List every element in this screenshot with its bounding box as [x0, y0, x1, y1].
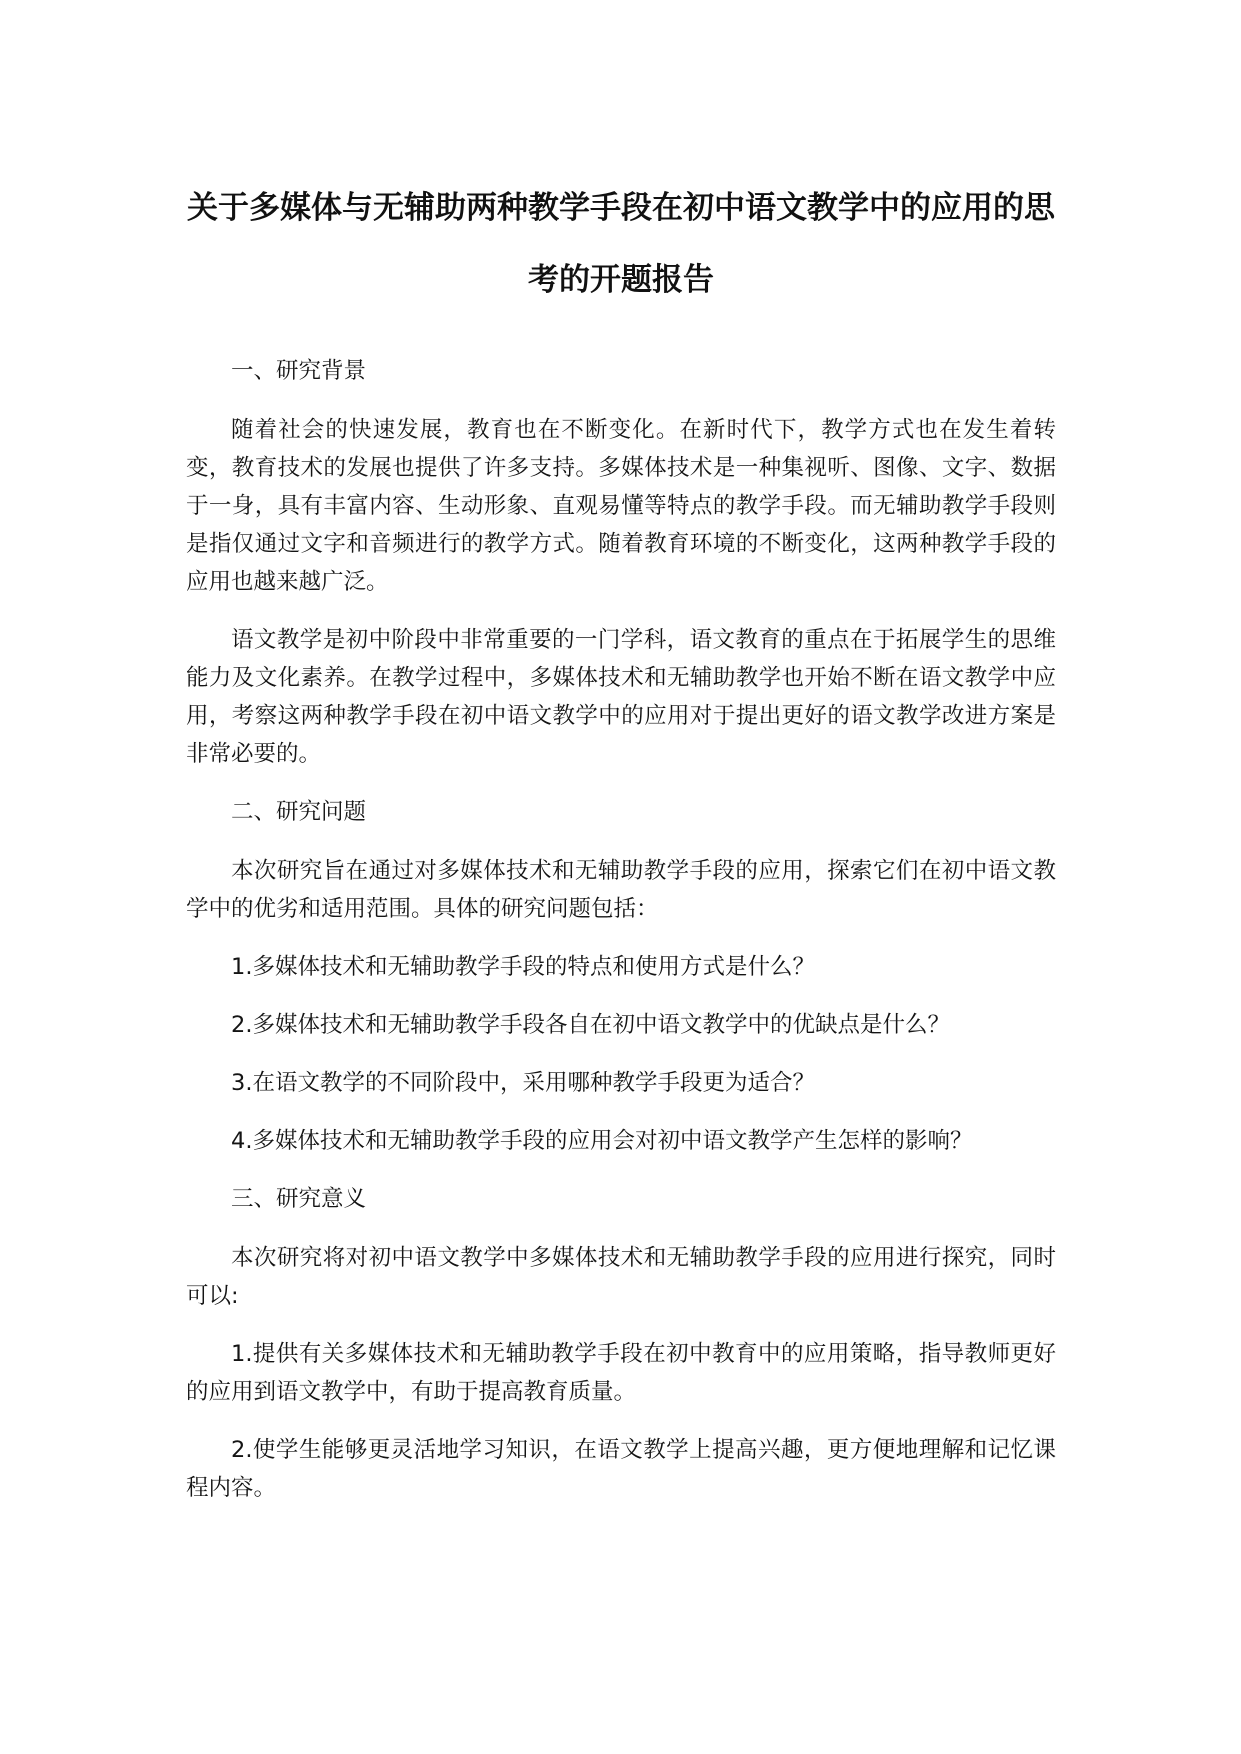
section-heading-significance: 三、研究意义 — [231, 1186, 367, 1212]
document-body — [186, 352, 1056, 1527]
paragraph-background-1: 随着社会的快速发展，教育也在不断变化。在新时代下，教学方式也在发生着转变，教育技术的发展也提供了许多支持。多媒体技术是一种集视听、图像、文字、数据于一身，具有丰富内容、生动形象、直观易懂等特点的教学手段。而无辅助教学手段则是指仅通过文字和音频进行的教学方式。随着教育环境的不断变化，这两种教学手段的应用也越来越广泛。 — [186, 417, 1056, 595]
paragraph-questions-intro: 本次研究旨在通过对多媒体技术和无辅助教学手段的应用，探索它们在初中语文教学中的优劣和适用范围。具体的研究问题包括： — [186, 858, 1056, 922]
paragraph-background-2: 语文教学是初中阶段中非常重要的一门学科，语文教育的重点在于拓展学生的思维能力及文化素养。在教学过程中，多媒体技术和无辅助教学也开始不断在语文教学中应用，考察这两种教学手段在初中语文教学中的应用对于提出更好的语文教学改进方案是非常必要的。 — [186, 627, 1056, 767]
question-item-1: 1.多媒体技术和无辅助教学手段的特点和使用方式是什么？ — [231, 954, 815, 980]
significance-item-2: 2.使学生能够更灵活地学习知识，在语文教学上提高兴趣，更方便地理解和记忆课程内容。 — [186, 1437, 1056, 1501]
paragraph-significance-intro: 本次研究将对初中语文教学中多媒体技术和无辅助教学手段的应用进行探究，同时可以: — [186, 1245, 1056, 1309]
question-item-3: 3.在语文教学的不同阶段中，采用哪种教学手段更为适合？ — [231, 1070, 815, 1096]
section-heading-background: 一、研究背景 — [231, 358, 367, 384]
question-item-2: 2.多媒体技术和无辅助教学手段各自在初中语文教学中的优缺点是什么？ — [231, 1012, 950, 1038]
question-item-4: 4.多媒体技术和无辅助教学手段的应用会对初中语文教学产生怎样的影响？ — [231, 1128, 973, 1154]
document-title: 关于多媒体与无辅助两种教学手段在初中语文教学中的应用的思考的开题报告 — [187, 190, 1055, 298]
significance-item-1: 1.提供有关多媒体技术和无辅助教学手段在初中教育中的应用策略，指导教师更好的应用到语文教学中，有助于提高教育质量。 — [186, 1341, 1056, 1405]
section-heading-questions: 二、研究问题 — [231, 799, 367, 825]
